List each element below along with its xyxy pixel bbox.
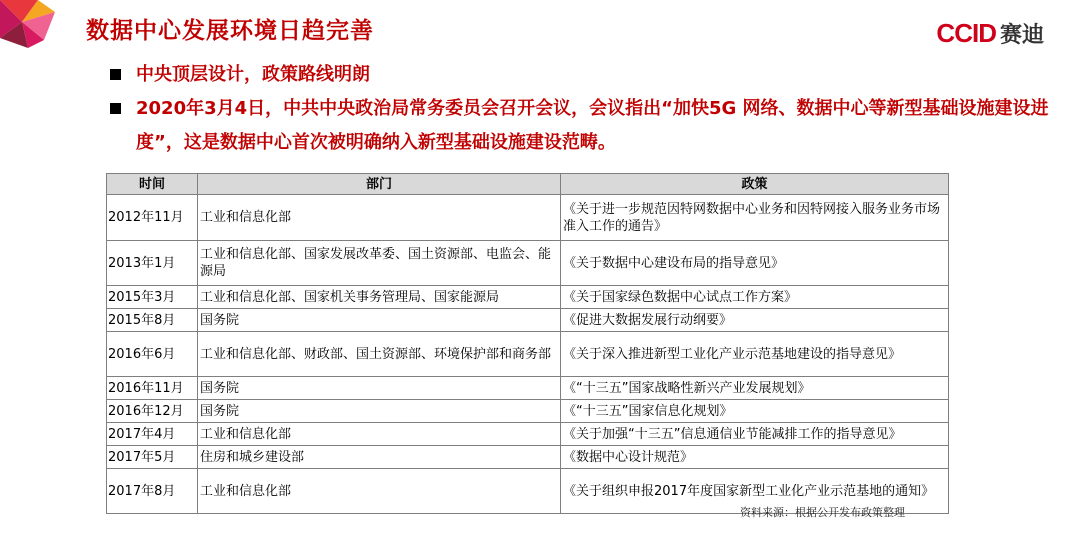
decorative-corner-graphic [0,0,70,60]
table-row [107,377,949,400]
cell-time: 2016年12月 [107,400,198,423]
cell-department: 国务院 [198,377,561,400]
bullet-square-icon [110,103,121,114]
cell-policy: 《关于进一步规范因特网数据中心业务和因特网接入服务业务市场准入工作的通告》 [561,195,949,241]
cell-time: 2016年6月 [107,332,198,377]
header-time: 时间 [107,174,198,195]
header-policy: 政策 [561,174,949,195]
ccid-logo [936,18,1044,48]
cell-department: 工业和信息化部 [198,469,561,514]
cell-time: 2013年1月 [107,241,198,286]
table-row [107,241,949,286]
cell-time: 2016年11月 [107,377,198,400]
table-row [107,195,949,241]
cell-time: 2017年8月 [107,469,198,514]
cell-policy: 《关于数据中心建设布局的指导意见》 [561,241,949,286]
bullet-point-1 [110,58,1050,92]
cell-policy: 《关于加强“十三五”信息通信业节能减排工作的指导意见》 [561,423,949,446]
bullet-text: 2020年3月4日，中共中央政治局常务委员会召开会议，会议指出“加快5G 网络、数据中心等新型基础设施建设进度”，这是数据中心首次被明确纳入新型基础设施建设范畴。 [136,98,1049,153]
table-row [107,332,949,377]
table-row [107,446,949,469]
cell-policy: 《关于组织申报2017年度国家新型工业化产业示范基地的通知》 [561,469,949,514]
cell-department: 工业和信息化部、国家发展改革委、国土资源部、电监会、能源局 [198,241,561,286]
logo-mark: CCID [936,17,996,48]
cell-time: 2012年11月 [107,195,198,241]
cell-policy: 《数据中心设计规范》 [561,446,949,469]
cell-department: 工业和信息化部 [198,195,561,241]
cell-time: 2015年3月 [107,286,198,309]
logo-text: 赛迪 [999,22,1044,48]
table-row [107,309,949,332]
cell-time: 2017年5月 [107,446,198,469]
bullet-square-icon [110,69,121,80]
table-row [107,286,949,309]
page-title: 数据中心发展环境日趋完善 [86,18,374,44]
cell-department: 住房和城乡建设部 [198,446,561,469]
cell-department: 国务院 [198,400,561,423]
cell-department: 国务院 [198,309,561,332]
bullet-point-2 [110,92,1050,160]
policy-table [106,173,949,514]
cell-department: 工业和信息化部、国家机关事务管理局、国家能源局 [198,286,561,309]
source-note: 资料来源：根据公开发布政策整理 [740,506,905,519]
table-row [107,423,949,446]
cell-policy: 《促进大数据发展行动纲要》 [561,309,949,332]
cell-department: 工业和信息化部、财政部、国土资源部、环境保护部和商务部 [198,332,561,377]
table-header-row [107,174,949,195]
cell-policy: 《“十三五”国家战略性新兴产业发展规划》 [561,377,949,400]
cell-policy: 《关于深入推进新型工业化产业示范基地建设的指导意见》 [561,332,949,377]
cell-time: 2015年8月 [107,309,198,332]
header-department: 部门 [198,174,561,195]
table-row [107,400,949,423]
cell-time: 2017年4月 [107,423,198,446]
cell-department: 工业和信息化部 [198,423,561,446]
cell-policy: 《关于国家绿色数据中心试点工作方案》 [561,286,949,309]
cell-policy: 《“十三五”国家信息化规划》 [561,400,949,423]
bullet-text: 中央顶层设计，政策路线明朗 [136,64,370,85]
